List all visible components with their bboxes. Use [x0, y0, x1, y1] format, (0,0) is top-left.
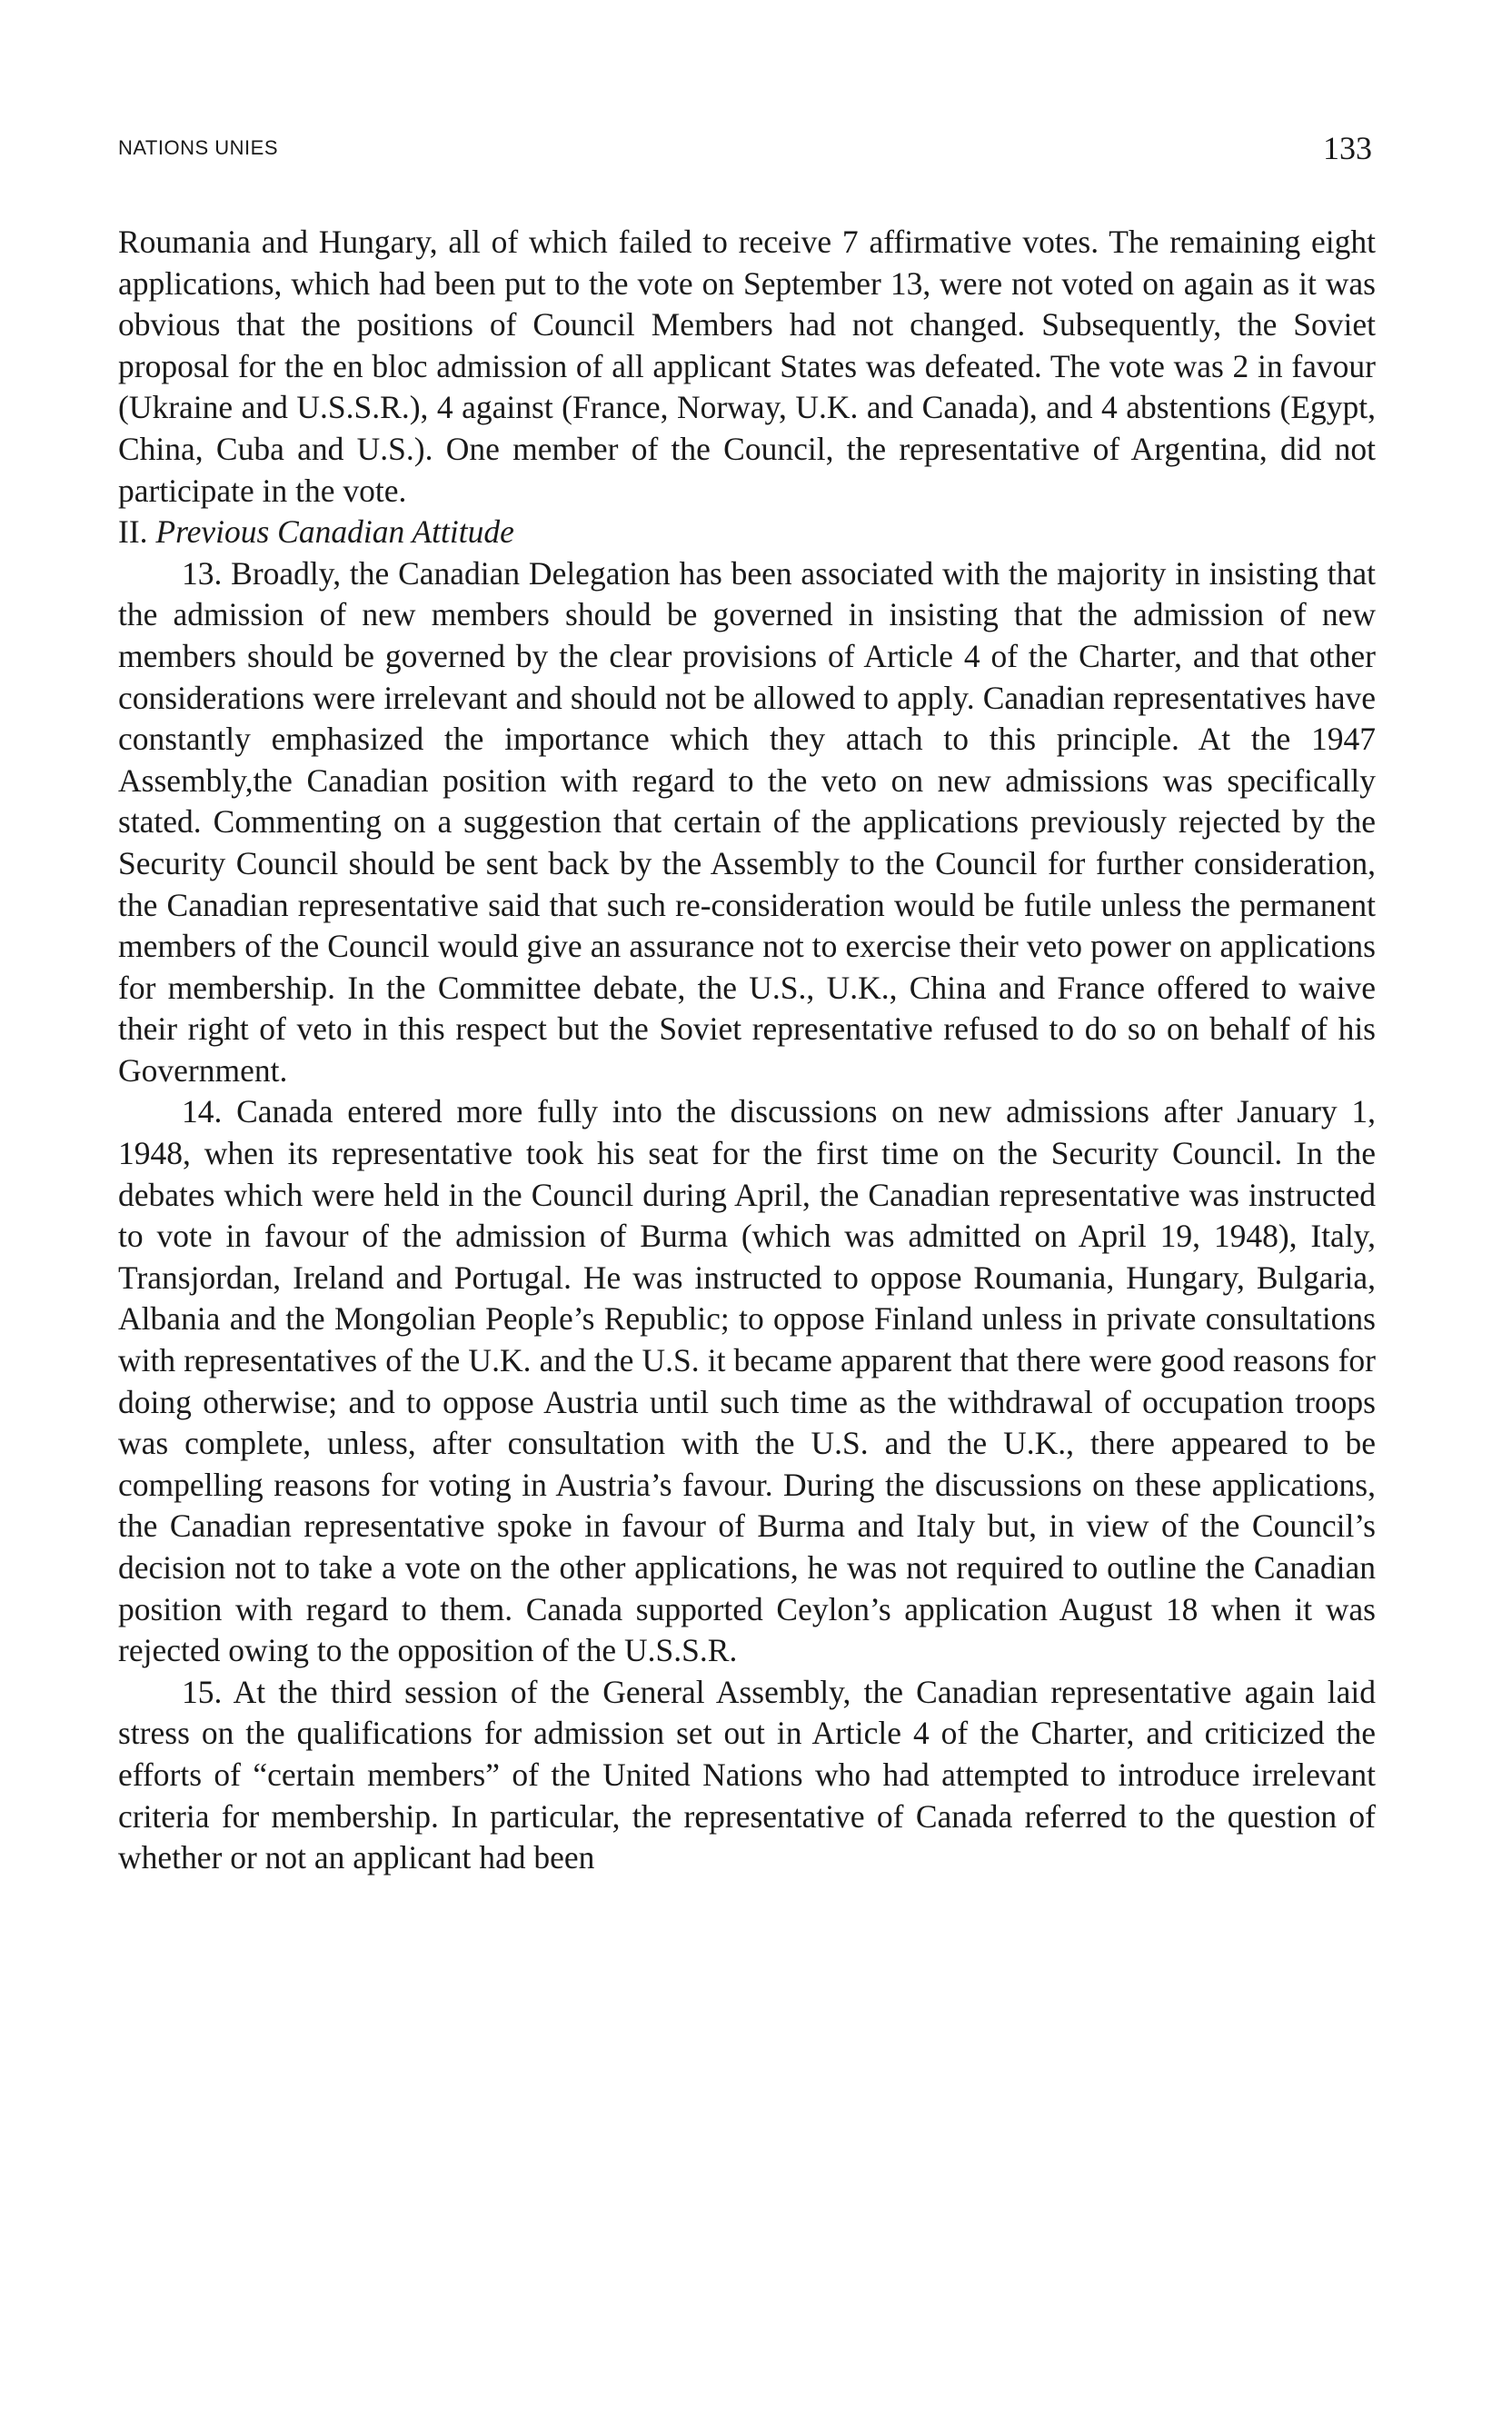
- section-number: II.: [118, 513, 148, 551]
- section-heading: [118, 512, 1376, 553]
- paragraph-13: [118, 553, 1376, 1092]
- page-header: [118, 129, 1372, 169]
- section-title: Previous Canadian Attitude: [155, 513, 514, 551]
- paragraph-number: 14.: [182, 1093, 223, 1130]
- paragraph-15: [118, 1672, 1376, 1879]
- paragraph-text: At the third session of the General Assembly, the Canadian representative again laid stress on the qualifications for admission set out in Article 4 of the Charter, and criticized the efforts of “certain members” of the United Nations who had attempted to introduce irrelevant criteria for membership. In particular, the representative of Canada referred to the question of whether or not an applicant had been: [118, 1673, 1377, 1876]
- paragraph-text: Broadly, the Canadian Delegation has been associated with the majority in insisting that the admission of new members should be governed in insisting that the admission of new members should be governed by the clear provisions of Article 4 of the Charter, and that other considerations were irrelevant and should not be allowed to apply. Canadian representatives have constantly emphasized the importance which they attach to this principle. At the 1947 Assembly,the Canadian position with regard to the veto on new admissions was specifically stated. Commenting on a suggestion that certain of the applications previously rejected by the Security Council should be sent back by the Assembly to the Council for further consideration, the Canadian representative said that such re-consideration would be futile unless the permanent members of the Council would give an assurance not to exercise their veto power on applications for membership. In the Committee debate, the U.S., U.K., China and France offered to waive their right of veto in this respect but the Soviet representative refused to do so on behalf of his Government.: [118, 554, 1376, 1089]
- page-number: 133: [1323, 130, 1372, 166]
- paragraph-number: 15.: [182, 1673, 223, 1710]
- paragraph-14: [118, 1091, 1376, 1671]
- body-text: [118, 222, 1376, 1879]
- paragraph-text: Canada entered more fully into the discussions on new admissions after January 1, 1948, when its representative took his seat for the first time on the Security Council. In the debates which were held in the Council during April, the Canadian representative was instructed to vote in favour of the admission of Burma (which was admitted on April 19, 1948), Italy, Transjordan, Ireland and Portugal. He was instructed to oppose Roumania, Hungary, Bulgaria, Albania and the Mongolian People’s Republic; to oppose Finland unless in private consultations with representatives of the U.K. and the U.S. it became apparent that there were good reasons for doing otherwise; and to oppose Austria until such time as the withdrawal of occupation troops was complete, unless, after consultation with the U.S. and the U.K., there appeared to be compelling reasons for voting in Austria’s favour. During the discussions on these applications, the Canadian representative spoke in favour of Burma and Italy but, in view of the Council’s decision not to take a vote on the other applications, he was not required to outline the Canadian position with regard to them. Canada supported Ceylon’s application August 18 when it was rejected owing to the opposition of the U.S.S.R.: [118, 1093, 1376, 1669]
- running-head: NATIONS UNIES: [118, 136, 279, 159]
- continuation-paragraph: Roumania and Hungary, all of which failed to receive 7 affirmative votes. The remaining eight applications, which had been put to the vote on September 13, were not voted on again as it was obvious that the positions of Council Members had not changed. Subsequently, the Soviet proposal for the en bloc admission of all applicant States was defeated. The vote was 2 in favour (Ukraine and U.S.S.R.), 4 against (France, Norway, U.K. and Canada), and 4 abstentions (Egypt, China, Cuba and U.S.). One member of the Council, the representative of Argentina, did not participate in the vote.: [118, 224, 1376, 509]
- paragraph-number: 13.: [182, 554, 223, 592]
